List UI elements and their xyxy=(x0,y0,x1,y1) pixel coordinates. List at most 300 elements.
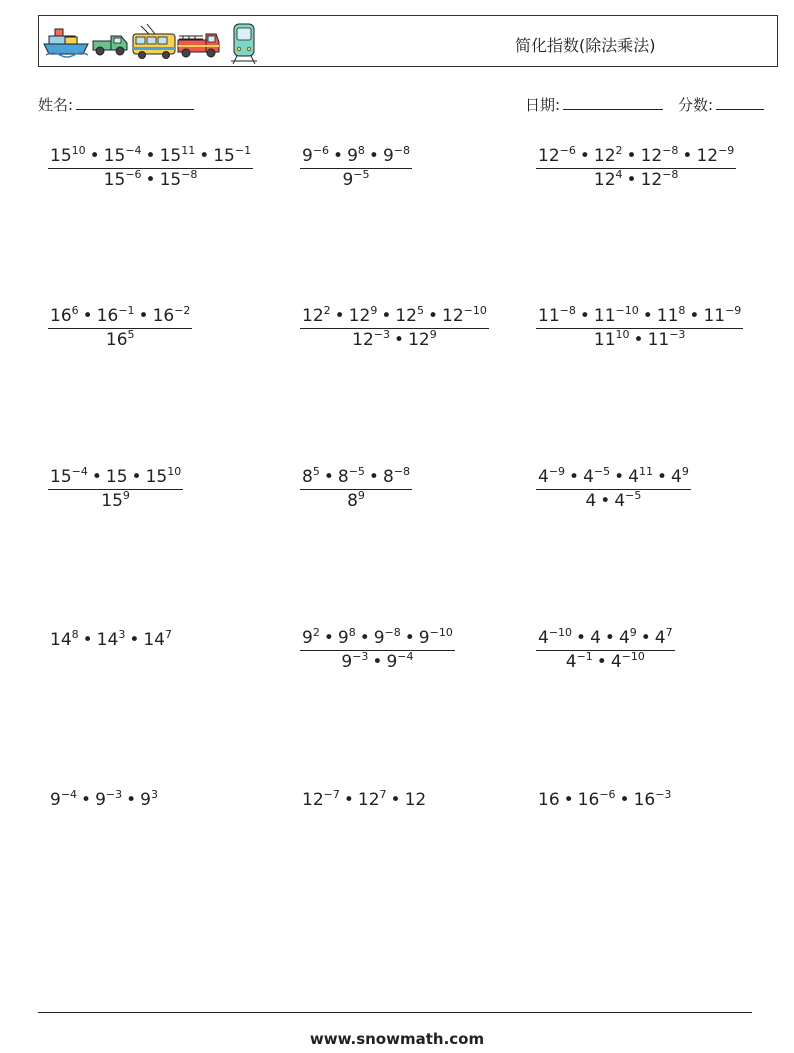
multiply-dot: • xyxy=(394,330,405,350)
denominator xyxy=(536,490,691,510)
power-term xyxy=(50,467,88,487)
power-term xyxy=(50,146,86,166)
exponent: 9 xyxy=(429,328,437,341)
denominator xyxy=(48,169,253,189)
multiply-dot: • xyxy=(131,467,142,487)
exponent: 5 xyxy=(416,304,424,317)
base: 15 xyxy=(50,146,72,166)
exponent: 7 xyxy=(379,788,387,801)
base: 12 xyxy=(593,170,616,190)
ship-icon xyxy=(44,29,88,57)
exponent: −10 xyxy=(621,650,645,663)
multiply-dot: • xyxy=(633,330,644,350)
power-term xyxy=(50,630,79,650)
numerator xyxy=(48,304,192,329)
power-term xyxy=(302,306,331,326)
exponent: 2 xyxy=(615,144,623,157)
numerator xyxy=(300,465,412,490)
exponent: −8 xyxy=(559,304,576,317)
problem-7 xyxy=(48,465,183,511)
numerator xyxy=(536,626,675,651)
base: 11 xyxy=(656,306,679,326)
base: 8 xyxy=(337,467,349,487)
denominator xyxy=(300,169,412,189)
multiply-dot: • xyxy=(626,146,637,166)
multiply-dot: • xyxy=(145,170,156,190)
exponent: −5 xyxy=(353,168,370,181)
base: 9 xyxy=(302,146,313,166)
power-term xyxy=(578,790,616,810)
problem-12 xyxy=(536,626,675,672)
exponent: 10 xyxy=(615,328,630,341)
base: 12 xyxy=(640,170,663,190)
numerator xyxy=(300,626,455,651)
exponent: −4 xyxy=(60,788,78,801)
fraction xyxy=(536,144,736,190)
power-term xyxy=(342,170,369,190)
base: 12 xyxy=(352,330,374,350)
multiply-dot: • xyxy=(579,306,590,326)
product-expression xyxy=(536,788,673,810)
multiply-dot: • xyxy=(359,628,370,648)
base: 16 xyxy=(96,306,119,326)
multiply-dot: • xyxy=(642,306,653,326)
power-term xyxy=(419,628,453,648)
power-term xyxy=(583,467,610,487)
power-term xyxy=(106,467,128,487)
numerator xyxy=(48,144,253,169)
name-blank[interactable] xyxy=(76,95,194,110)
base: 9 xyxy=(50,790,61,810)
base: 12 xyxy=(348,306,371,326)
power-term xyxy=(657,306,686,326)
exponent: −8 xyxy=(384,626,401,639)
base: 11 xyxy=(593,330,616,350)
base: 15 xyxy=(159,146,182,166)
base: 12 xyxy=(696,146,719,166)
multiply-dot: • xyxy=(138,306,149,326)
multiply-dot: • xyxy=(343,790,354,810)
power-term xyxy=(585,491,596,511)
base: 16 xyxy=(577,790,600,810)
problem-15 xyxy=(536,788,673,810)
base: 11 xyxy=(703,306,726,326)
multiply-dot: • xyxy=(596,652,607,672)
exponent: −3 xyxy=(655,788,672,801)
power-term xyxy=(352,330,390,350)
base: 4 xyxy=(565,652,577,672)
base: 9 xyxy=(418,628,430,648)
power-term xyxy=(106,330,135,350)
exponent: −6 xyxy=(312,144,330,157)
date-field xyxy=(525,94,663,115)
multiply-dot: • xyxy=(640,628,651,648)
problem-2 xyxy=(300,144,412,190)
exponent: 4 xyxy=(615,168,623,181)
power-term xyxy=(302,790,340,810)
power-term xyxy=(619,628,637,648)
fraction xyxy=(300,626,455,672)
base: 4 xyxy=(628,467,639,487)
power-term xyxy=(538,628,572,648)
problem-1 xyxy=(48,144,253,190)
power-term xyxy=(302,146,329,166)
power-term xyxy=(628,467,653,487)
exponent: 9 xyxy=(357,489,365,502)
multiply-dot: • xyxy=(569,467,580,487)
problem-13 xyxy=(48,788,160,810)
multiply-dot: • xyxy=(89,146,100,166)
exponent: −8 xyxy=(393,144,410,157)
exponent: −1 xyxy=(576,650,593,663)
base: 8 xyxy=(382,467,394,487)
problem-14 xyxy=(300,788,428,810)
multiply-dot: • xyxy=(333,146,344,166)
base: 9 xyxy=(95,790,106,810)
header-box xyxy=(38,15,778,67)
multiply-dot: • xyxy=(368,467,379,487)
exponent: 11 xyxy=(638,465,653,478)
power-term xyxy=(143,630,172,650)
multiply-dot: • xyxy=(82,306,93,326)
power-term xyxy=(302,628,320,648)
exponent: −1 xyxy=(118,304,135,317)
power-term xyxy=(213,146,251,166)
numerator xyxy=(300,144,412,169)
power-term xyxy=(140,790,158,810)
power-term xyxy=(349,306,378,326)
exponent: −3 xyxy=(669,328,686,341)
power-term xyxy=(594,170,623,190)
vehicle-icons xyxy=(41,18,291,66)
exponent: −10 xyxy=(429,626,453,639)
base: 4 xyxy=(671,467,682,487)
exponent: −8 xyxy=(662,168,679,181)
base: 12 xyxy=(538,146,560,166)
power-term xyxy=(302,467,320,487)
power-term xyxy=(538,306,576,326)
base: 15 xyxy=(145,467,168,487)
exponent: −4 xyxy=(397,650,414,663)
power-term xyxy=(611,652,645,672)
exponent: −3 xyxy=(373,328,391,341)
power-term xyxy=(347,146,365,166)
multiply-dot: • xyxy=(626,170,637,190)
multiply-dot: • xyxy=(372,652,383,672)
fraction xyxy=(300,144,412,190)
fraction xyxy=(300,465,412,511)
power-term xyxy=(566,652,593,672)
exponent: 9 xyxy=(629,626,637,639)
numerator xyxy=(300,304,489,329)
exponent: 3 xyxy=(150,788,158,801)
multiply-dot: • xyxy=(619,790,630,810)
exponent: 8 xyxy=(348,626,356,639)
power-term xyxy=(641,170,679,190)
base: 14 xyxy=(96,630,119,650)
power-term xyxy=(538,790,560,810)
numerator xyxy=(536,465,691,490)
base: 9 xyxy=(386,652,398,672)
exponent: 2 xyxy=(312,626,320,639)
multiply-dot: • xyxy=(390,790,401,810)
problem-11 xyxy=(300,626,455,672)
power-term xyxy=(374,628,401,648)
pickup-truck-icon xyxy=(93,36,127,55)
denominator xyxy=(300,329,489,349)
power-term xyxy=(634,790,672,810)
base: 15 xyxy=(213,146,235,166)
name-field xyxy=(38,94,194,115)
exponent: 5 xyxy=(312,465,320,478)
exponent: 9 xyxy=(122,489,130,502)
multiply-dot: • xyxy=(368,146,379,166)
base: 14 xyxy=(50,630,72,650)
score-label: 分数: xyxy=(678,96,714,114)
base: 4 xyxy=(590,628,601,648)
base: 4 xyxy=(538,467,549,487)
product-expression xyxy=(48,628,174,650)
base: 11 xyxy=(538,306,560,326)
base: 8 xyxy=(347,491,358,511)
base: 15 xyxy=(103,146,126,166)
power-term xyxy=(594,306,639,326)
power-term xyxy=(538,146,576,166)
exponent: −8 xyxy=(181,168,198,181)
multiply-dot: • xyxy=(81,790,92,810)
multiply-dot: • xyxy=(427,306,439,326)
score-blank[interactable] xyxy=(716,95,764,110)
fire-truck-icon xyxy=(178,34,219,57)
power-term xyxy=(101,491,130,511)
exponent: 8 xyxy=(71,628,79,641)
multiply-dot: • xyxy=(129,630,140,650)
exponent: −10 xyxy=(463,304,487,317)
power-term xyxy=(395,306,424,326)
exponent: 3 xyxy=(118,628,126,641)
exponent: −1 xyxy=(234,144,252,157)
footer-divider xyxy=(38,1012,752,1013)
exponent: −8 xyxy=(393,465,410,478)
base: 9 xyxy=(373,628,385,648)
power-term xyxy=(538,467,565,487)
power-term xyxy=(358,790,387,810)
numerator xyxy=(536,144,736,169)
exponent: −3 xyxy=(105,788,123,801)
multiply-dot: • xyxy=(323,467,334,487)
base: 9 xyxy=(341,652,353,672)
exponent: −9 xyxy=(725,304,742,317)
multiply-dot: • xyxy=(82,630,93,650)
exponent: −7 xyxy=(323,788,340,801)
power-term xyxy=(160,170,198,190)
problem-10 xyxy=(48,628,174,650)
exponent: 11 xyxy=(181,144,196,157)
exponent: −8 xyxy=(662,144,679,157)
exponent: 8 xyxy=(357,144,365,157)
exponent: 7 xyxy=(164,628,172,641)
multiply-dot: • xyxy=(381,306,392,326)
power-term xyxy=(383,146,410,166)
exponent: 2 xyxy=(323,304,331,317)
exponent: −9 xyxy=(718,144,735,157)
exponent: −2 xyxy=(174,304,191,317)
date-blank[interactable] xyxy=(563,95,663,110)
problem-6 xyxy=(536,304,743,350)
fraction xyxy=(300,304,489,350)
exponent: 10 xyxy=(71,144,86,157)
base: 12 xyxy=(442,306,464,326)
multiply-dot: • xyxy=(334,306,345,326)
multiply-dot: • xyxy=(91,467,102,487)
exponent: −6 xyxy=(559,144,576,157)
problem-9 xyxy=(536,465,691,511)
tram-icon xyxy=(231,24,257,64)
base: 12 xyxy=(357,790,380,810)
base: 12 xyxy=(302,790,324,810)
denominator xyxy=(536,329,743,349)
score-field xyxy=(678,94,764,115)
base: 15 xyxy=(105,467,128,487)
power-term xyxy=(590,628,601,648)
base: 12 xyxy=(640,146,663,166)
multiply-dot: • xyxy=(404,628,415,648)
denominator xyxy=(536,651,675,671)
fraction xyxy=(536,304,743,350)
exponent: 6 xyxy=(71,304,79,317)
multiply-dot: • xyxy=(199,146,210,166)
multiply-dot: • xyxy=(614,467,625,487)
denominator xyxy=(536,169,736,189)
multiply-dot: • xyxy=(563,790,574,810)
power-term xyxy=(594,330,630,350)
exponent: −9 xyxy=(548,465,566,478)
multiply-dot: • xyxy=(682,146,693,166)
base: 16 xyxy=(538,790,560,810)
footer-url: www.snowmath.com xyxy=(309,1030,485,1048)
base: 16 xyxy=(633,790,656,810)
multiply-dot: • xyxy=(145,146,156,166)
power-term xyxy=(97,630,126,650)
base: 4 xyxy=(610,652,622,672)
power-term xyxy=(648,330,686,350)
power-term xyxy=(655,628,673,648)
exponent: 9 xyxy=(681,465,689,478)
base: 15 xyxy=(101,491,123,511)
fraction xyxy=(536,465,691,511)
exponent: 8 xyxy=(678,304,686,317)
numerator xyxy=(536,304,743,329)
fraction xyxy=(48,304,192,350)
power-term xyxy=(671,467,689,487)
power-term xyxy=(153,306,191,326)
base: 12 xyxy=(395,306,417,326)
base: 11 xyxy=(593,306,616,326)
multiply-dot: • xyxy=(689,306,700,326)
power-term xyxy=(104,170,142,190)
denominator xyxy=(48,329,192,349)
fraction xyxy=(48,144,253,190)
exponent: −3 xyxy=(352,650,369,663)
base: 11 xyxy=(647,330,670,350)
power-term xyxy=(405,790,427,810)
base: 4 xyxy=(538,628,549,648)
power-term xyxy=(703,306,741,326)
base: 4 xyxy=(585,491,597,511)
base: 9 xyxy=(140,790,151,810)
power-term xyxy=(341,652,368,672)
power-term xyxy=(594,146,623,166)
power-term xyxy=(696,146,734,166)
product-expression xyxy=(48,788,160,810)
exponent: −5 xyxy=(348,465,365,478)
exponent: 10 xyxy=(167,465,182,478)
exponent: 9 xyxy=(370,304,378,317)
power-term xyxy=(146,467,182,487)
problem-4 xyxy=(48,304,192,350)
fraction xyxy=(48,465,183,511)
base: 16 xyxy=(50,306,72,326)
power-term xyxy=(641,146,679,166)
numerator xyxy=(48,465,183,490)
problem-3 xyxy=(536,144,736,190)
exponent: −5 xyxy=(593,465,611,478)
name-label: 姓名: xyxy=(38,96,74,114)
denominator xyxy=(48,490,183,510)
exponent: −6 xyxy=(599,788,616,801)
fraction xyxy=(536,626,675,672)
multiply-dot: • xyxy=(656,467,668,487)
base: 15 xyxy=(50,467,72,487)
base: 12 xyxy=(302,306,324,326)
trolleybus-icon xyxy=(133,24,175,59)
power-term xyxy=(383,467,410,487)
product-expression xyxy=(300,788,428,810)
power-term xyxy=(50,306,79,326)
base: 12 xyxy=(404,790,427,810)
base: 15 xyxy=(103,170,126,190)
base: 4 xyxy=(654,628,666,648)
exponent: −4 xyxy=(71,465,88,478)
power-term xyxy=(614,491,641,511)
denominator xyxy=(300,651,455,671)
base: 8 xyxy=(302,467,313,487)
problem-8 xyxy=(300,465,412,511)
base: 9 xyxy=(342,170,354,190)
base: 9 xyxy=(347,146,358,166)
base: 12 xyxy=(593,146,616,166)
base: 15 xyxy=(159,170,182,190)
power-term xyxy=(442,306,487,326)
power-term xyxy=(338,628,356,648)
exponent: −10 xyxy=(615,304,639,317)
power-term xyxy=(95,790,122,810)
base: 12 xyxy=(408,330,430,350)
base: 9 xyxy=(337,628,349,648)
worksheet-title: 简化指数(除法乘法) xyxy=(515,36,656,55)
exponent: −10 xyxy=(548,626,573,639)
problem-5 xyxy=(300,304,489,350)
base: 14 xyxy=(143,630,165,650)
power-term xyxy=(338,467,365,487)
base: 4 xyxy=(618,628,630,648)
base: 9 xyxy=(382,146,394,166)
exponent: −4 xyxy=(125,144,142,157)
multiply-dot: • xyxy=(576,628,587,648)
power-term xyxy=(408,330,437,350)
multiply-dot: • xyxy=(126,790,137,810)
power-term xyxy=(97,306,135,326)
